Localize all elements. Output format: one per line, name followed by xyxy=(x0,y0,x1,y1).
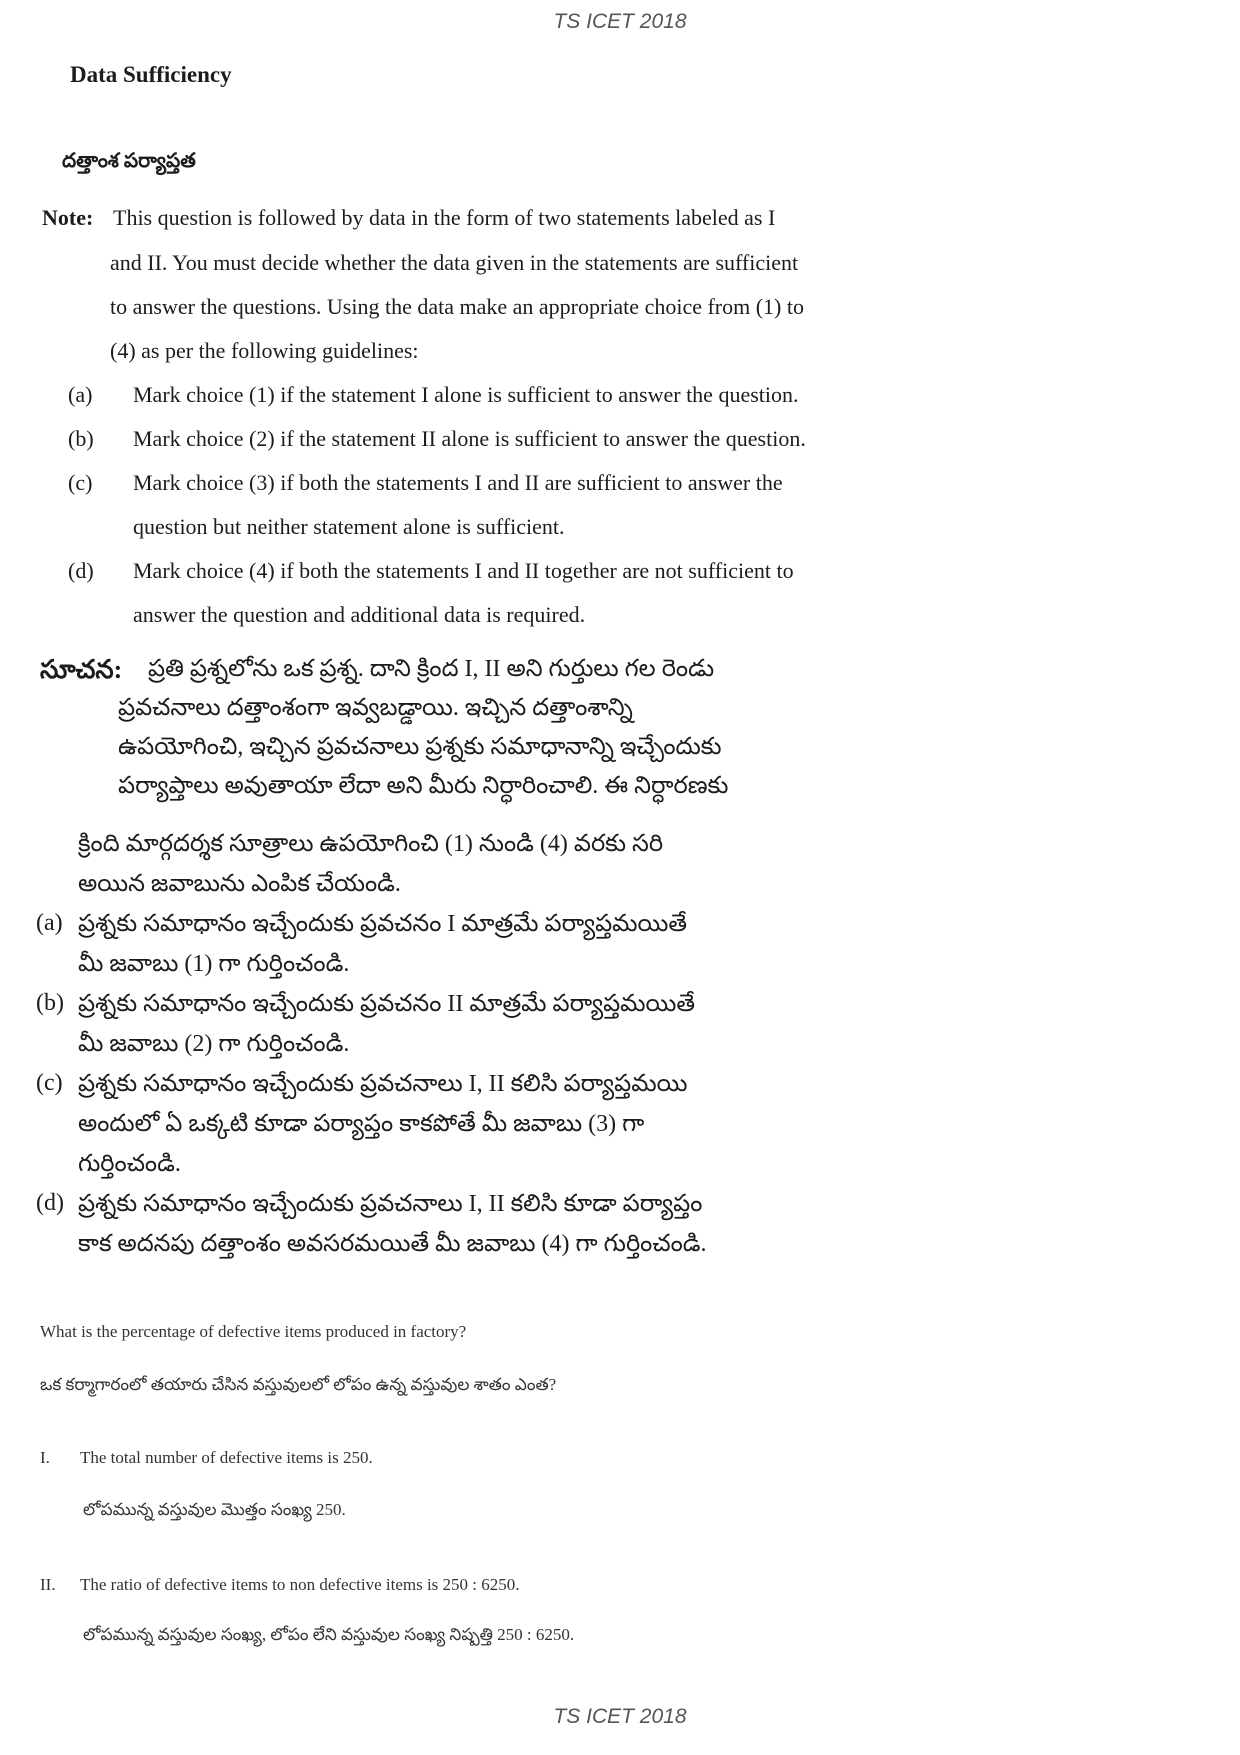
statement-text: The ratio of defective items to non defective items is 250 : 6250. xyxy=(80,1575,520,1594)
note-line: This question is followed by data in the form of two statements labeled as I xyxy=(113,205,776,230)
guideline-text-telugu: ప్రశ్నకు సమాధానం ఇచ్చేందుకు ప్రవచనం II మాత్రమే పర్యాప్తమయితే xyxy=(78,991,696,1017)
guideline-text-telugu: కాక అదనపు దత్తాంశం అవసరమయితే మీ జవాబు (4) గా గుర్తించండి. xyxy=(78,1231,707,1257)
note-line-telugu: అయిన జవాబును ఎంపిక చేయండి. xyxy=(78,871,401,897)
question-text: What is the percentage of defective items produced in factory? xyxy=(40,1322,467,1341)
note-line: to answer the questions. Using the data make an appropriate choice from (1) to xyxy=(110,294,804,319)
statement-number: II. xyxy=(40,1575,56,1594)
question-text-telugu: ఒక కర్మాగారంలో తయారు చేసిన వస్తువులలో లోపం ఉన్న వస్తువుల శాతం ఎంత? xyxy=(40,1375,557,1394)
guideline-text-telugu: అందులో ఏ ఒక్కటి కూడా పర్యాప్తం కాకపోతే మీ జవాబు (3) గా xyxy=(78,1111,645,1137)
guideline-text: answer the question and additional data is required. xyxy=(133,602,586,627)
guideline-text: question but neither statement alone is sufficient. xyxy=(133,514,565,539)
note-line: (4) as per the following guidelines: xyxy=(110,338,419,363)
guideline-text: Mark choice (2) if the statement II alone is sufficient to answer the question. xyxy=(133,426,806,451)
statement-text-telugu: లోపమున్న వస్తువుల మొత్తం సంఖ్య 250. xyxy=(83,1500,346,1519)
note-line-telugu: ఉపయోగించి, ఇచ్చిన ప్రవచనాలు ప్రశ్నకు సమాధానాన్ని ఇచ్చేందుకు xyxy=(118,734,722,760)
guideline-label-telugu: (c) xyxy=(36,1070,63,1096)
guideline-text: Mark choice (1) if the statement I alone is sufficient to answer the question. xyxy=(133,382,799,407)
guideline-label-telugu: (b) xyxy=(36,990,64,1016)
guideline-text-telugu: మీ జవాబు (1) గా గుర్తించండి. xyxy=(78,951,350,977)
page-header: TS ICET 2018 xyxy=(553,10,687,33)
section-title: Data Sufficiency xyxy=(70,62,232,87)
guideline-text-telugu: ప్రశ్నకు సమాధానం ఇచ్చేందుకు ప్రవచనం I మాత్రమే పర్యాప్తమయితే xyxy=(78,911,688,937)
guideline-label: (d) xyxy=(68,558,94,583)
note-line-telugu: క్రింది మార్గదర్శక సూత్రాలు ఉపయోగించి (1) నుండి (4) వరకు సరి xyxy=(78,831,664,857)
statement-text: The total number of defective items is 250. xyxy=(80,1448,373,1467)
guideline-label-telugu: (d) xyxy=(36,1190,64,1216)
guideline-text-telugu: మీ జవాబు (2) గా గుర్తించండి. xyxy=(78,1031,350,1057)
guideline-text: Mark choice (4) if both the statements I and II together are not sufficient to xyxy=(133,558,794,583)
page-footer: TS ICET 2018 xyxy=(553,1705,687,1728)
guideline-text-telugu: గుర్తించండి. xyxy=(78,1151,181,1177)
note-label-telugu: సూచన: xyxy=(40,655,123,684)
statement-text-telugu: లోపమున్న వస్తువుల సంఖ్య, లోపం లేని వస్తువుల సంఖ్య నిష్పత్తి 250 : 6250. xyxy=(83,1625,575,1644)
guideline-text-telugu: ప్రశ్నకు సమాధానం ఇచ్చేందుకు ప్రవచనాలు I, II కలిసి పర్యాప్తమయి xyxy=(78,1071,688,1097)
note-label: Note: xyxy=(42,205,94,230)
guideline-label-telugu: (a) xyxy=(36,910,63,936)
guideline-label: (a) xyxy=(68,382,93,407)
statement-number: I. xyxy=(40,1448,50,1467)
guideline-text-telugu: ప్రశ్నకు సమాధానం ఇచ్చేందుకు ప్రవచనాలు I, II కలిసి కూడా పర్యాప్తం xyxy=(78,1191,703,1217)
guideline-label: (c) xyxy=(68,470,93,495)
note-line-telugu: ప్రతి ప్రశ్నలోను ఒక ప్రశ్న. దాని క్రింద I, II అని గుర్తులు గల రెండు xyxy=(148,656,715,682)
note-line: and II. You must decide whether the data given in the statements are sufficient xyxy=(110,250,799,275)
guideline-text: Mark choice (3) if both the statements I and II are sufficient to answer the xyxy=(133,470,783,495)
guideline-label: (b) xyxy=(68,426,94,451)
note-line-telugu: ప్రవచనాలు దత్తాంశంగా ఇవ్వబడ్డాయి. ఇచ్చిన దత్తాంశాన్ని xyxy=(118,695,633,721)
section-title-telugu: దత్తాంశ పర్యాప్తత xyxy=(62,150,196,172)
note-line-telugu: పర్యాప్తాలు అవుతాయా లేదా అని మీరు నిర్ధారించాలి. ఈ నిర్ధారణకు xyxy=(118,773,729,799)
